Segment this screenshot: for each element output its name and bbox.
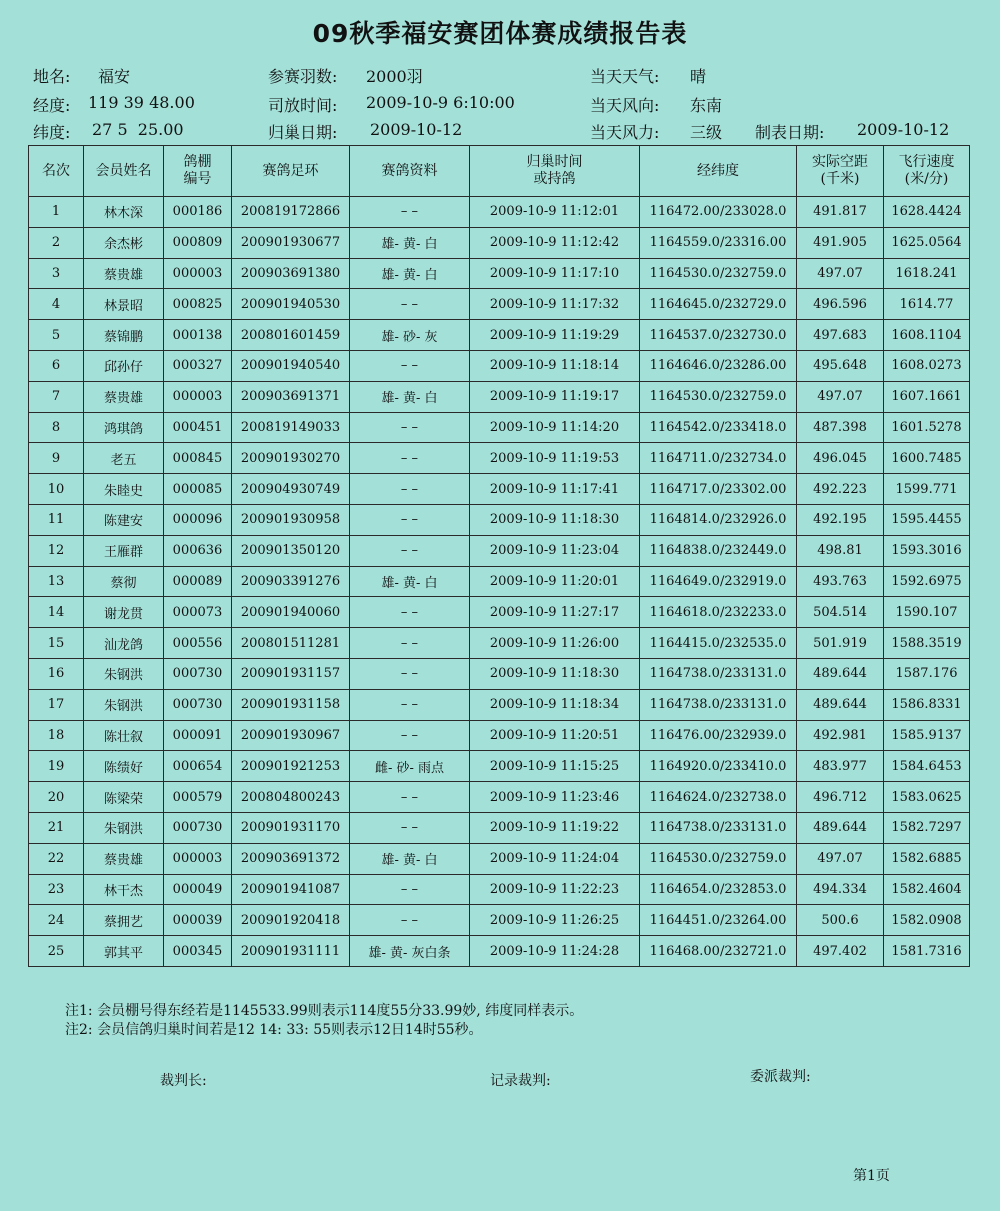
cell-name: 蔡拥艺 bbox=[84, 905, 164, 936]
cell-rank: 2 bbox=[29, 227, 84, 258]
cell-name: 鸿琪鸽 bbox=[84, 412, 164, 443]
cell-ring: 200903691372 bbox=[232, 843, 350, 874]
note-2: 注2: 会员信鸽归巢时间若是12 14: 33: 55则表示12日14时55秒。 bbox=[65, 1022, 483, 1038]
cell-info: – – bbox=[350, 474, 470, 505]
table-row bbox=[29, 350, 970, 381]
cell-ring: 200819172866 bbox=[232, 197, 350, 228]
cell-loft: 000579 bbox=[164, 782, 232, 813]
cell-ring: 200901931170 bbox=[232, 812, 350, 843]
cell-ring: 200901920418 bbox=[232, 905, 350, 936]
cell-info: – – bbox=[350, 720, 470, 751]
cell-rank: 12 bbox=[29, 535, 84, 566]
cell-info: 雄- 黄- 白 bbox=[350, 227, 470, 258]
cell-coord: 1164530.0/232759.0 bbox=[640, 843, 797, 874]
count-value: 2000羽 bbox=[366, 67, 423, 86]
cell-speed: 1628.4424 bbox=[884, 197, 970, 228]
cell-rank: 19 bbox=[29, 751, 84, 782]
cell-rank: 11 bbox=[29, 504, 84, 535]
cell-speed: 1585.9137 bbox=[884, 720, 970, 751]
cell-time: 2009-10-9 11:15:25 bbox=[470, 751, 640, 782]
cell-loft: 000085 bbox=[164, 474, 232, 505]
cell-dist: 489.644 bbox=[797, 812, 884, 843]
col-dist: 实际空距 (千米) bbox=[797, 146, 884, 197]
cell-time: 2009-10-9 11:26:25 bbox=[470, 905, 640, 936]
cell-speed: 1607.1661 bbox=[884, 381, 970, 412]
cell-name: 汕龙鸽 bbox=[84, 628, 164, 659]
col-ring: 赛鸽足环 bbox=[232, 146, 350, 197]
cell-speed: 1583.0625 bbox=[884, 782, 970, 813]
cell-time: 2009-10-9 11:14:20 bbox=[470, 412, 640, 443]
cell-name: 邱孙仔 bbox=[84, 350, 164, 381]
cell-dist: 496.712 bbox=[797, 782, 884, 813]
cell-rank: 18 bbox=[29, 720, 84, 751]
cell-name: 郭其平 bbox=[84, 936, 164, 967]
longitude-label: 经度: bbox=[33, 96, 71, 115]
table-row bbox=[29, 905, 970, 936]
cell-speed: 1614.77 bbox=[884, 289, 970, 320]
return-date-label: 归巢日期: bbox=[268, 123, 338, 142]
cell-speed: 1600.7485 bbox=[884, 443, 970, 474]
cell-time: 2009-10-9 11:22:23 bbox=[470, 874, 640, 905]
cell-rank: 22 bbox=[29, 843, 84, 874]
cell-speed: 1593.3016 bbox=[884, 535, 970, 566]
made-date-label: 制表日期: bbox=[755, 123, 825, 142]
cell-coord: 1164645.0/232729.0 bbox=[640, 289, 797, 320]
cell-speed: 1601.5278 bbox=[884, 412, 970, 443]
table-row bbox=[29, 381, 970, 412]
latitude-label: 纬度: bbox=[33, 123, 71, 142]
cell-name: 谢龙贯 bbox=[84, 597, 164, 628]
cell-rank: 4 bbox=[29, 289, 84, 320]
cell-speed: 1588.3519 bbox=[884, 628, 970, 659]
cell-rank: 3 bbox=[29, 258, 84, 289]
cell-dist: 492.981 bbox=[797, 720, 884, 751]
cell-coord: 1164738.0/233131.0 bbox=[640, 812, 797, 843]
cell-time: 2009-10-9 11:18:30 bbox=[470, 504, 640, 535]
cell-loft: 000556 bbox=[164, 628, 232, 659]
cell-loft: 000089 bbox=[164, 566, 232, 597]
cell-time: 2009-10-9 11:17:41 bbox=[470, 474, 640, 505]
col-rank: 名次 bbox=[29, 146, 84, 197]
cell-speed: 1587.176 bbox=[884, 658, 970, 689]
cell-coord: 1164542.0/233418.0 bbox=[640, 412, 797, 443]
cell-ring: 200801601459 bbox=[232, 320, 350, 351]
cell-rank: 24 bbox=[29, 905, 84, 936]
cell-name: 余杰彬 bbox=[84, 227, 164, 258]
cell-speed: 1608.0273 bbox=[884, 350, 970, 381]
cell-rank: 17 bbox=[29, 689, 84, 720]
cell-time: 2009-10-9 11:12:01 bbox=[470, 197, 640, 228]
cell-time: 2009-10-9 11:24:04 bbox=[470, 843, 640, 874]
cell-speed: 1595.4455 bbox=[884, 504, 970, 535]
cell-loft: 000073 bbox=[164, 597, 232, 628]
count-label: 参赛羽数: bbox=[268, 67, 338, 86]
cell-coord: 1164717.0/23302.00 bbox=[640, 474, 797, 505]
recorder-referee-label: 记录裁判: bbox=[490, 1073, 551, 1089]
return-date-value: 2009-10-12 bbox=[370, 120, 463, 139]
cell-coord: 1164530.0/232759.0 bbox=[640, 381, 797, 412]
cell-ring: 200901941087 bbox=[232, 874, 350, 905]
cell-info: – – bbox=[350, 874, 470, 905]
cell-time: 2009-10-9 11:27:17 bbox=[470, 597, 640, 628]
cell-info: – – bbox=[350, 535, 470, 566]
table-header-row bbox=[29, 146, 970, 197]
cell-rank: 6 bbox=[29, 350, 84, 381]
cell-dist: 491.905 bbox=[797, 227, 884, 258]
cell-info: 雄- 黄- 白 bbox=[350, 381, 470, 412]
cell-time: 2009-10-9 11:17:10 bbox=[470, 258, 640, 289]
cell-loft: 000049 bbox=[164, 874, 232, 905]
cell-speed: 1592.6975 bbox=[884, 566, 970, 597]
cell-info: – – bbox=[350, 812, 470, 843]
cell-speed: 1584.6453 bbox=[884, 751, 970, 782]
cell-name: 陈建安 bbox=[84, 504, 164, 535]
table-row bbox=[29, 474, 970, 505]
cell-loft: 000003 bbox=[164, 258, 232, 289]
cell-loft: 000451 bbox=[164, 412, 232, 443]
cell-rank: 15 bbox=[29, 628, 84, 659]
cell-time: 2009-10-9 11:19:22 bbox=[470, 812, 640, 843]
cell-coord: 1164624.0/232738.0 bbox=[640, 782, 797, 813]
cell-loft: 000809 bbox=[164, 227, 232, 258]
cell-coord: 116476.00/232939.0 bbox=[640, 720, 797, 751]
table-row bbox=[29, 227, 970, 258]
cell-loft: 000096 bbox=[164, 504, 232, 535]
cell-time: 2009-10-9 11:20:01 bbox=[470, 566, 640, 597]
cell-name: 陈梁荣 bbox=[84, 782, 164, 813]
cell-loft: 000186 bbox=[164, 197, 232, 228]
cell-name: 朱钢洪 bbox=[84, 812, 164, 843]
made-date-value: 2009-10-12 bbox=[857, 120, 950, 139]
cell-loft: 000730 bbox=[164, 812, 232, 843]
cell-info: – – bbox=[350, 289, 470, 320]
cell-rank: 14 bbox=[29, 597, 84, 628]
cell-coord: 1164646.0/23286.00 bbox=[640, 350, 797, 381]
cell-ring: 200901931111 bbox=[232, 936, 350, 967]
cell-name: 陈壮叙 bbox=[84, 720, 164, 751]
table-row bbox=[29, 535, 970, 566]
cell-dist: 492.223 bbox=[797, 474, 884, 505]
cell-dist: 493.763 bbox=[797, 566, 884, 597]
cell-info: – – bbox=[350, 689, 470, 720]
cell-loft: 000138 bbox=[164, 320, 232, 351]
cell-ring: 200804800243 bbox=[232, 782, 350, 813]
cell-ring: 200901930958 bbox=[232, 504, 350, 535]
cell-rank: 7 bbox=[29, 381, 84, 412]
table-row bbox=[29, 843, 970, 874]
cell-name: 蔡贵雄 bbox=[84, 381, 164, 412]
table-row bbox=[29, 197, 970, 228]
cell-info: – – bbox=[350, 597, 470, 628]
cell-loft: 000003 bbox=[164, 381, 232, 412]
table-row bbox=[29, 658, 970, 689]
cell-dist: 491.817 bbox=[797, 197, 884, 228]
cell-info: – – bbox=[350, 443, 470, 474]
cell-info: 雄- 黄- 灰白条 bbox=[350, 936, 470, 967]
table-row bbox=[29, 628, 970, 659]
cell-speed: 1608.1104 bbox=[884, 320, 970, 351]
cell-info: 雄- 黄- 白 bbox=[350, 566, 470, 597]
release-label: 司放时间: bbox=[268, 96, 338, 115]
cell-coord: 1164711.0/232734.0 bbox=[640, 443, 797, 474]
cell-info: – – bbox=[350, 412, 470, 443]
cell-loft: 000730 bbox=[164, 689, 232, 720]
wind-direction-label: 当天风向: bbox=[590, 96, 660, 115]
cell-dist: 504.514 bbox=[797, 597, 884, 628]
cell-dist: 495.648 bbox=[797, 350, 884, 381]
release-value: 2009-10-9 6:10:00 bbox=[366, 93, 515, 112]
table-row bbox=[29, 597, 970, 628]
cell-time: 2009-10-9 11:26:00 bbox=[470, 628, 640, 659]
cell-coord: 1164649.0/232919.0 bbox=[640, 566, 797, 597]
cell-info: – – bbox=[350, 350, 470, 381]
chief-referee-label: 裁判长: bbox=[160, 1073, 207, 1089]
cell-time: 2009-10-9 11:23:46 bbox=[470, 782, 640, 813]
note-1: 注1: 会员棚号得东经若是1145533.99则表示114度55分33.99妙, 纬度同样表示。 bbox=[65, 1003, 584, 1019]
cell-info: – – bbox=[350, 658, 470, 689]
cell-ring: 200901930270 bbox=[232, 443, 350, 474]
cell-ring: 200901350120 bbox=[232, 535, 350, 566]
cell-name: 蔡彻 bbox=[84, 566, 164, 597]
cell-ring: 200901921253 bbox=[232, 751, 350, 782]
cell-name: 朱钢洪 bbox=[84, 658, 164, 689]
cell-rank: 8 bbox=[29, 412, 84, 443]
table-row bbox=[29, 936, 970, 967]
cell-rank: 5 bbox=[29, 320, 84, 351]
cell-name: 王雁群 bbox=[84, 535, 164, 566]
cell-ring: 200903391276 bbox=[232, 566, 350, 597]
cell-time: 2009-10-9 11:12:42 bbox=[470, 227, 640, 258]
cell-name: 朱睦史 bbox=[84, 474, 164, 505]
cell-ring: 200901931158 bbox=[232, 689, 350, 720]
cell-ring: 200901940540 bbox=[232, 350, 350, 381]
table-row bbox=[29, 289, 970, 320]
cell-ring: 200901940060 bbox=[232, 597, 350, 628]
col-time: 归巢时间 或持鸽 bbox=[470, 146, 640, 197]
cell-rank: 9 bbox=[29, 443, 84, 474]
table-row bbox=[29, 258, 970, 289]
cell-speed: 1582.4604 bbox=[884, 874, 970, 905]
cell-loft: 000654 bbox=[164, 751, 232, 782]
cell-dist: 487.398 bbox=[797, 412, 884, 443]
cell-dist: 496.596 bbox=[797, 289, 884, 320]
cell-speed: 1618.241 bbox=[884, 258, 970, 289]
report-title: 09秋季福安赛团体赛成绩报告表 bbox=[312, 19, 688, 48]
cell-name: 蔡贵雄 bbox=[84, 843, 164, 874]
cell-name: 林干杰 bbox=[84, 874, 164, 905]
table-row bbox=[29, 566, 970, 597]
cell-dist: 494.334 bbox=[797, 874, 884, 905]
cell-ring: 200801511281 bbox=[232, 628, 350, 659]
cell-loft: 000091 bbox=[164, 720, 232, 751]
cell-rank: 25 bbox=[29, 936, 84, 967]
cell-ring: 200904930749 bbox=[232, 474, 350, 505]
cell-loft: 000636 bbox=[164, 535, 232, 566]
cell-name: 林景昭 bbox=[84, 289, 164, 320]
cell-loft: 000825 bbox=[164, 289, 232, 320]
cell-speed: 1586.8331 bbox=[884, 689, 970, 720]
cell-dist: 492.195 bbox=[797, 504, 884, 535]
cell-info: – – bbox=[350, 197, 470, 228]
cell-ring: 200903691371 bbox=[232, 381, 350, 412]
cell-time: 2009-10-9 11:19:17 bbox=[470, 381, 640, 412]
cell-speed: 1582.0908 bbox=[884, 905, 970, 936]
cell-ring: 200903691380 bbox=[232, 258, 350, 289]
cell-info: 雌- 砂- 雨点 bbox=[350, 751, 470, 782]
cell-rank: 10 bbox=[29, 474, 84, 505]
cell-info: – – bbox=[350, 504, 470, 535]
cell-coord: 1164618.0/232233.0 bbox=[640, 597, 797, 628]
table-row bbox=[29, 751, 970, 782]
cell-coord: 1164738.0/233131.0 bbox=[640, 689, 797, 720]
col-info: 赛鸽资料 bbox=[350, 146, 470, 197]
cell-dist: 489.644 bbox=[797, 689, 884, 720]
col-name: 会员姓名 bbox=[84, 146, 164, 197]
cell-speed: 1625.0564 bbox=[884, 227, 970, 258]
cell-info: 雄- 砂- 灰 bbox=[350, 320, 470, 351]
cell-dist: 497.402 bbox=[797, 936, 884, 967]
table-row bbox=[29, 812, 970, 843]
cell-rank: 23 bbox=[29, 874, 84, 905]
page-number: 第1页 bbox=[853, 1168, 890, 1184]
cell-speed: 1590.107 bbox=[884, 597, 970, 628]
cell-time: 2009-10-9 11:18:30 bbox=[470, 658, 640, 689]
table-row bbox=[29, 689, 970, 720]
cell-loft: 000345 bbox=[164, 936, 232, 967]
weather-label: 当天天气: bbox=[590, 67, 660, 86]
cell-time: 2009-10-9 11:23:04 bbox=[470, 535, 640, 566]
cell-time: 2009-10-9 11:20:51 bbox=[470, 720, 640, 751]
cell-dist: 497.683 bbox=[797, 320, 884, 351]
wind-direction-value: 东南 bbox=[690, 96, 723, 115]
cell-loft: 000039 bbox=[164, 905, 232, 936]
cell-speed: 1599.771 bbox=[884, 474, 970, 505]
cell-time: 2009-10-9 11:18:14 bbox=[470, 350, 640, 381]
cell-dist: 498.81 bbox=[797, 535, 884, 566]
weather-value: 晴 bbox=[690, 67, 707, 86]
cell-info: – – bbox=[350, 628, 470, 659]
cell-dist: 500.6 bbox=[797, 905, 884, 936]
table-row bbox=[29, 504, 970, 535]
cell-rank: 21 bbox=[29, 812, 84, 843]
cell-coord: 116468.00/232721.0 bbox=[640, 936, 797, 967]
results-table bbox=[28, 145, 970, 967]
cell-speed: 1581.7316 bbox=[884, 936, 970, 967]
cell-ring: 200819149033 bbox=[232, 412, 350, 443]
cell-dist: 501.919 bbox=[797, 628, 884, 659]
cell-name: 蔡锦鹏 bbox=[84, 320, 164, 351]
col-loft: 鸽棚 编号 bbox=[164, 146, 232, 197]
table-row bbox=[29, 320, 970, 351]
cell-coord: 1164738.0/233131.0 bbox=[640, 658, 797, 689]
cell-ring: 200901930677 bbox=[232, 227, 350, 258]
cell-time: 2009-10-9 11:19:29 bbox=[470, 320, 640, 351]
cell-coord: 1164537.0/232730.0 bbox=[640, 320, 797, 351]
cell-rank: 20 bbox=[29, 782, 84, 813]
cell-coord: 1164814.0/232926.0 bbox=[640, 504, 797, 535]
cell-info: – – bbox=[350, 782, 470, 813]
cell-speed: 1582.7297 bbox=[884, 812, 970, 843]
col-coord: 经纬度 bbox=[640, 146, 797, 197]
cell-name: 陈绩好 bbox=[84, 751, 164, 782]
location-label: 地名: bbox=[33, 67, 71, 86]
cell-coord: 1164559.0/23316.00 bbox=[640, 227, 797, 258]
cell-info: 雄- 黄- 白 bbox=[350, 843, 470, 874]
cell-loft: 000845 bbox=[164, 443, 232, 474]
cell-rank: 16 bbox=[29, 658, 84, 689]
cell-dist: 489.644 bbox=[797, 658, 884, 689]
table-body bbox=[29, 197, 970, 967]
cell-name: 蔡贵雄 bbox=[84, 258, 164, 289]
cell-dist: 483.977 bbox=[797, 751, 884, 782]
wind-force-label: 当天风力: bbox=[590, 123, 660, 142]
cell-time: 2009-10-9 11:19:53 bbox=[470, 443, 640, 474]
cell-name: 林木深 bbox=[84, 197, 164, 228]
cell-loft: 000327 bbox=[164, 350, 232, 381]
cell-name: 老五 bbox=[84, 443, 164, 474]
cell-time: 2009-10-9 11:24:28 bbox=[470, 936, 640, 967]
table-row bbox=[29, 874, 970, 905]
cell-coord: 116472.00/233028.0 bbox=[640, 197, 797, 228]
cell-name: 朱钢洪 bbox=[84, 689, 164, 720]
cell-time: 2009-10-9 11:18:34 bbox=[470, 689, 640, 720]
cell-ring: 200901940530 bbox=[232, 289, 350, 320]
cell-dist: 496.045 bbox=[797, 443, 884, 474]
cell-ring: 200901930967 bbox=[232, 720, 350, 751]
location-value: 福安 bbox=[98, 67, 131, 86]
table-row bbox=[29, 443, 970, 474]
cell-ring: 200901931157 bbox=[232, 658, 350, 689]
cell-info: 雄- 黄- 白 bbox=[350, 258, 470, 289]
cell-info: – – bbox=[350, 905, 470, 936]
table-row bbox=[29, 782, 970, 813]
cell-coord: 1164451.0/23264.00 bbox=[640, 905, 797, 936]
wind-force-value: 三级 bbox=[690, 123, 723, 142]
table-row bbox=[29, 412, 970, 443]
cell-loft: 000730 bbox=[164, 658, 232, 689]
cell-coord: 1164838.0/232449.0 bbox=[640, 535, 797, 566]
cell-dist: 497.07 bbox=[797, 258, 884, 289]
cell-time: 2009-10-9 11:17:32 bbox=[470, 289, 640, 320]
delegate-referee-label: 委派裁判: bbox=[750, 1069, 811, 1085]
table-row bbox=[29, 720, 970, 751]
cell-loft: 000003 bbox=[164, 843, 232, 874]
longitude-value: 119 39 48.00 bbox=[88, 93, 195, 112]
cell-coord: 1164920.0/233410.0 bbox=[640, 751, 797, 782]
cell-speed: 1582.6885 bbox=[884, 843, 970, 874]
latitude-value: 27 5 25.00 bbox=[92, 120, 184, 139]
cell-coord: 1164530.0/232759.0 bbox=[640, 258, 797, 289]
cell-dist: 497.07 bbox=[797, 843, 884, 874]
cell-rank: 1 bbox=[29, 197, 84, 228]
cell-coord: 1164654.0/232853.0 bbox=[640, 874, 797, 905]
cell-rank: 13 bbox=[29, 566, 84, 597]
cell-dist: 497.07 bbox=[797, 381, 884, 412]
col-speed: 飞行速度 (米/分) bbox=[884, 146, 970, 197]
cell-coord: 1164415.0/232535.0 bbox=[640, 628, 797, 659]
